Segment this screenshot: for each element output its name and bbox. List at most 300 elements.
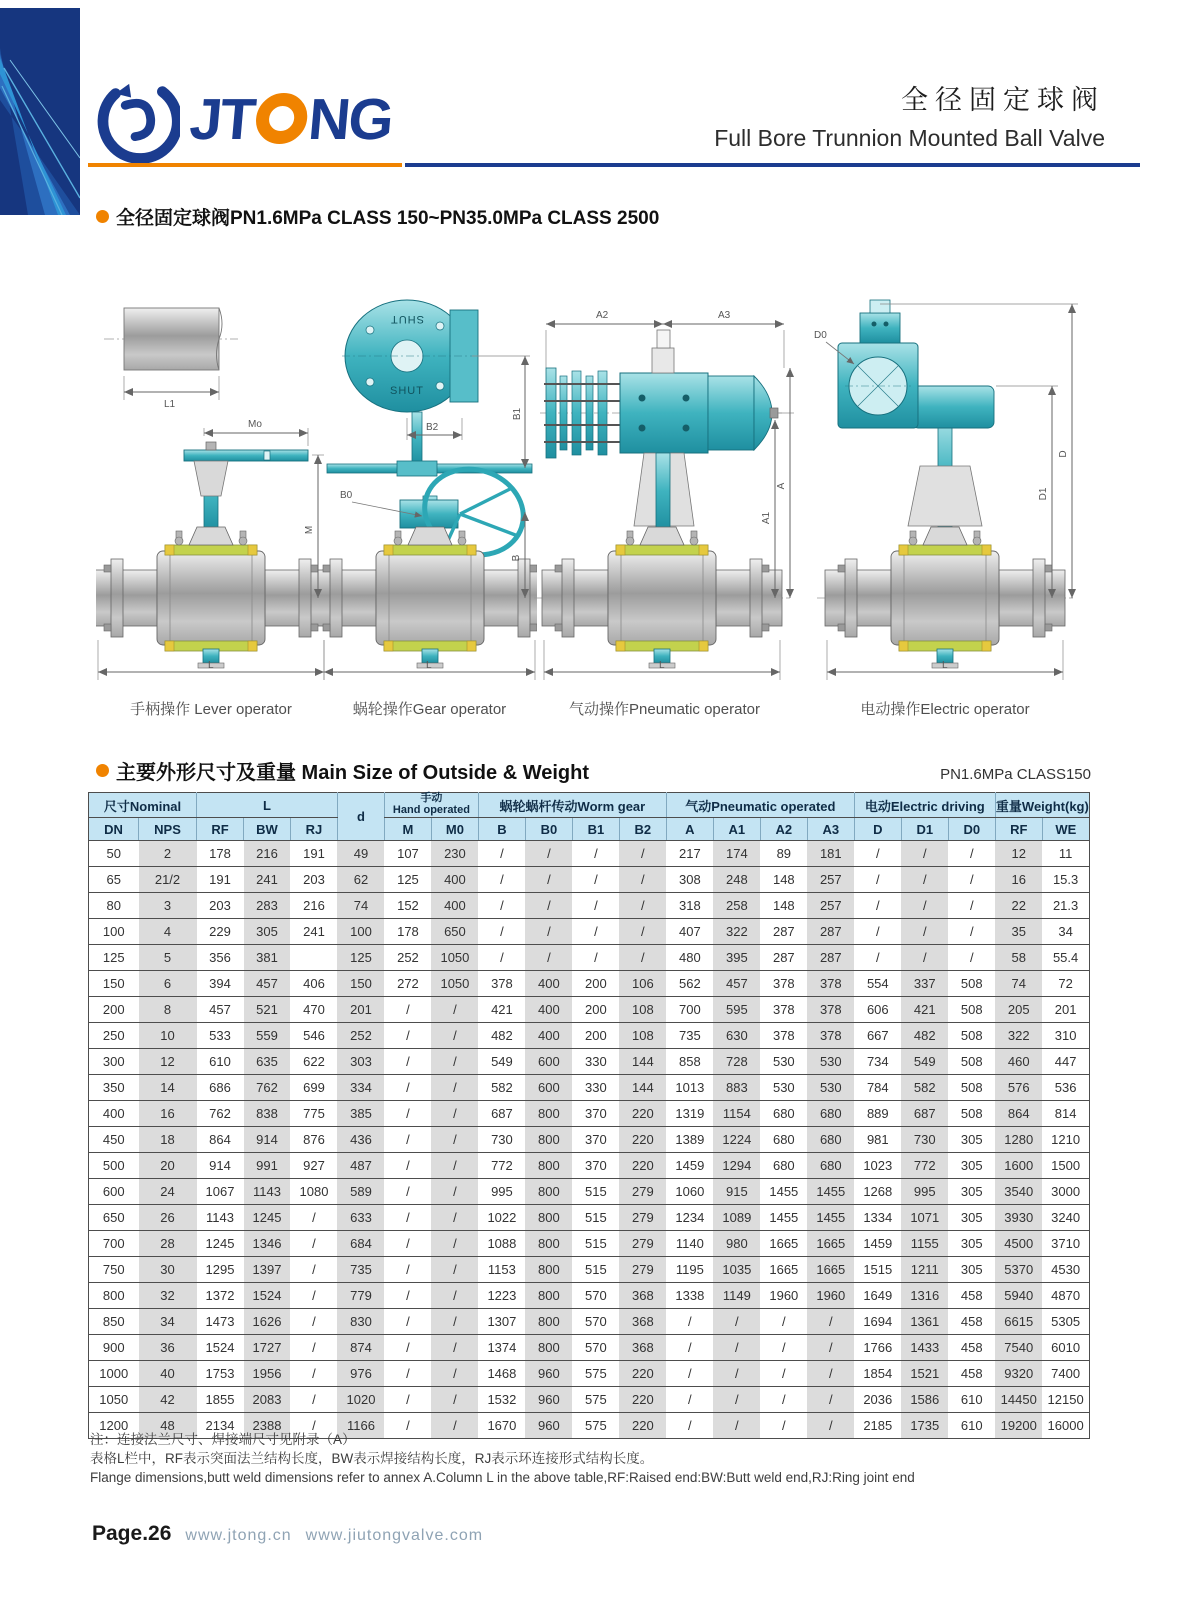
table-cell: 1280 — [995, 1127, 1042, 1153]
table-cell: 106 — [619, 971, 666, 997]
table-cell: 686 — [197, 1075, 244, 1101]
table-cell: 814 — [1042, 1101, 1089, 1127]
table-cell: 421 — [478, 997, 525, 1023]
table-cell: 34 — [139, 1309, 197, 1335]
table-cell: 368 — [619, 1283, 666, 1309]
footnote-line: 表格L栏中，RF表示突面法兰结构长度，BW表示焊接结构长度，RJ表示环连接形式结构长度。 — [90, 1451, 654, 1466]
table-cell: 667 — [854, 1023, 901, 1049]
table-cell: 800 — [525, 1153, 572, 1179]
table-cell: 400 — [431, 867, 478, 893]
table-cell: 830 — [337, 1309, 384, 1335]
table-cell: 14450 — [995, 1387, 1042, 1413]
table-cell: / — [760, 1335, 807, 1361]
table-cell: 322 — [995, 1023, 1042, 1049]
table-cell: 12 — [139, 1049, 197, 1075]
table-cell: 1372 — [197, 1283, 244, 1309]
table-cell: 108 — [619, 997, 666, 1023]
table-cell: 308 — [666, 867, 713, 893]
table-cell: 1245 — [197, 1231, 244, 1257]
table-cell: / — [384, 997, 431, 1023]
table-cell: 687 — [901, 1101, 948, 1127]
table-cell: 883 — [713, 1075, 760, 1101]
table-cell: 546 — [290, 1023, 337, 1049]
table-cell: 1080 — [290, 1179, 337, 1205]
col-rf: RF — [197, 818, 244, 841]
table-cell: 19200 — [995, 1413, 1042, 1439]
table-cell: 622 — [290, 1049, 337, 1075]
table-cell: / — [431, 1075, 478, 1101]
table-cell: / — [807, 1361, 854, 1387]
table-cell: 600 — [525, 1075, 572, 1101]
table-cell: 864 — [197, 1127, 244, 1153]
table-cell: / — [431, 1231, 478, 1257]
table-cell: 5 — [139, 945, 197, 971]
col-b0: B0 — [525, 818, 572, 841]
table-cell: 3930 — [995, 1205, 1042, 1231]
page-footer — [92, 1522, 497, 1546]
table-cell: 385 — [337, 1101, 384, 1127]
table-cell: 125 — [337, 945, 384, 971]
table-cell: 976 — [337, 1361, 384, 1387]
table-cell: / — [525, 841, 572, 867]
table-cell: 1468 — [478, 1361, 525, 1387]
table-cell: 2036 — [854, 1387, 901, 1413]
table-cell: 279 — [619, 1257, 666, 1283]
table-cell: 1455 — [760, 1179, 807, 1205]
table-cell: 1067 — [197, 1179, 244, 1205]
col-a2: A2 — [760, 818, 807, 841]
table-cell: / — [807, 1387, 854, 1413]
table-cell: 1960 — [760, 1283, 807, 1309]
table-cell: 1149 — [713, 1283, 760, 1309]
table-cell: / — [431, 1179, 478, 1205]
table-cell: 1766 — [854, 1335, 901, 1361]
dim-label-l: L — [208, 660, 214, 671]
table-cell: 633 — [337, 1205, 384, 1231]
table-cell: 378 — [807, 971, 854, 997]
table-cell: 838 — [244, 1101, 291, 1127]
table-cell: 508 — [948, 1049, 995, 1075]
table-cell: 1459 — [666, 1153, 713, 1179]
table-cell: / — [478, 919, 525, 945]
table-cell: 3240 — [1042, 1205, 1089, 1231]
table-cell: 6 — [139, 971, 197, 997]
lever-operator-drawing — [96, 268, 326, 696]
table-cell: 458 — [948, 1361, 995, 1387]
table-cell: 1268 — [854, 1179, 901, 1205]
table-cell: 1670 — [478, 1413, 525, 1439]
table-cell: 350 — [89, 1075, 139, 1101]
logo-o-ring-icon — [254, 92, 309, 143]
table-cell: 1071 — [901, 1205, 948, 1231]
table-cell: 700 — [89, 1231, 139, 1257]
table-cell: / — [807, 1335, 854, 1361]
table-cell: 200 — [572, 971, 619, 997]
table-cell: / — [619, 919, 666, 945]
table-cell: / — [572, 867, 619, 893]
table-cell: / — [854, 945, 901, 971]
table-heading-text: 主要外形尺寸及重量 Main Size of Outside & Weight — [116, 762, 589, 784]
table-cell: / — [478, 867, 525, 893]
table-header — [89, 793, 1090, 841]
table-cell: 914 — [244, 1127, 291, 1153]
col-b2: B2 — [619, 818, 666, 841]
table-cell: 900 — [89, 1335, 139, 1361]
table-cell: 1143 — [244, 1179, 291, 1205]
table-cell: 337 — [901, 971, 948, 997]
col-nps: NPS — [139, 818, 197, 841]
table-row — [89, 1361, 1090, 1387]
table-cell: 2185 — [854, 1413, 901, 1439]
table-row — [89, 1231, 1090, 1257]
table-cell: 1154 — [713, 1101, 760, 1127]
table-cell: 7540 — [995, 1335, 1042, 1361]
table-cell: / — [478, 945, 525, 971]
table-cell: 680 — [760, 1127, 807, 1153]
table-cell: 252 — [384, 945, 431, 971]
table-cell: 9320 — [995, 1361, 1042, 1387]
table-cell: / — [384, 1205, 431, 1231]
table-cell: 1089 — [713, 1205, 760, 1231]
table-cell: / — [807, 1309, 854, 1335]
table-cell: 400 — [525, 1023, 572, 1049]
table-row — [89, 1127, 1090, 1153]
table-cell: / — [713, 1361, 760, 1387]
table-cell: / — [290, 1205, 337, 1231]
table-cell: 330 — [572, 1075, 619, 1101]
table-cell: 4530 — [1042, 1257, 1089, 1283]
table-cell: 1855 — [197, 1387, 244, 1413]
table-cell: 521 — [244, 997, 291, 1023]
table-cell: 458 — [948, 1309, 995, 1335]
table-cell: 3710 — [1042, 1231, 1089, 1257]
col-rj: RJ — [290, 818, 337, 841]
table-cell: 334 — [337, 1075, 384, 1101]
table-cell: 2083 — [244, 1387, 291, 1413]
table-cell: 1665 — [807, 1231, 854, 1257]
table-cell: 21/2 — [139, 867, 197, 893]
table-cell: 287 — [807, 945, 854, 971]
table-cell: 200 — [572, 1023, 619, 1049]
dim-label-m: M — [304, 525, 315, 535]
table-cell: 680 — [760, 1153, 807, 1179]
dim-label-l1: L1 — [164, 399, 176, 410]
table-cell: 1153 — [478, 1257, 525, 1283]
table-cell: 1694 — [854, 1309, 901, 1335]
col-we: WE — [1042, 818, 1089, 841]
table-cell: 800 — [525, 1231, 572, 1257]
table-cell: 229 — [197, 919, 244, 945]
table-cell: / — [290, 1335, 337, 1361]
table-cell: 680 — [760, 1101, 807, 1127]
table-cell: / — [290, 1387, 337, 1413]
table-cell: 305 — [244, 919, 291, 945]
table-cell: 144 — [619, 1075, 666, 1101]
table-cell: 927 — [290, 1153, 337, 1179]
table-cell: 205 — [995, 997, 1042, 1023]
table-cell: 981 — [854, 1127, 901, 1153]
table-cell: / — [290, 1231, 337, 1257]
table-cell: 1649 — [854, 1283, 901, 1309]
table-cell: / — [572, 893, 619, 919]
website-link-jtong[interactable]: www.jtong.cn — [185, 1527, 292, 1544]
table-cell: 216 — [244, 841, 291, 867]
table-row — [89, 1257, 1090, 1283]
table-cell: 508 — [948, 1101, 995, 1127]
table-row — [89, 1283, 1090, 1309]
table-cell: 1727 — [244, 1335, 291, 1361]
table-cell: 589 — [337, 1179, 384, 1205]
table-cell: 10 — [139, 1023, 197, 1049]
table-cell: 220 — [619, 1127, 666, 1153]
table-cell: / — [760, 1387, 807, 1413]
table-cell: 241 — [290, 919, 337, 945]
table-cell: 508 — [948, 1075, 995, 1101]
table-cell: 220 — [619, 1413, 666, 1439]
table-cell: 4 — [139, 919, 197, 945]
table-cell: 203 — [197, 893, 244, 919]
table-cell: 368 — [619, 1335, 666, 1361]
table-cell: 772 — [901, 1153, 948, 1179]
table-cell: 762 — [197, 1101, 244, 1127]
table-cell: / — [431, 1205, 478, 1231]
col-m0: M0 — [431, 818, 478, 841]
table-cell: 536 — [1042, 1075, 1089, 1101]
table-row — [89, 997, 1090, 1023]
table-cell: 191 — [290, 841, 337, 867]
table-cell: 1140 — [666, 1231, 713, 1257]
table-cell: 2134 — [197, 1413, 244, 1439]
table-cell: 201 — [337, 997, 384, 1023]
table-cell: 606 — [854, 997, 901, 1023]
table-cell: / — [431, 1335, 478, 1361]
table-cell: 1586 — [901, 1387, 948, 1413]
table-cell: 728 — [713, 1049, 760, 1075]
table-cell: 784 — [854, 1075, 901, 1101]
table-cell: 533 — [197, 1023, 244, 1049]
table-cell: 6010 — [1042, 1335, 1089, 1361]
footnote-line: 注：连接法兰尺寸、焊接端尺寸见附录（A） — [90, 1432, 356, 1447]
table-cell: 50 — [89, 841, 139, 867]
table-cell: 370 — [572, 1101, 619, 1127]
col-d1: D1 — [901, 818, 948, 841]
table-cell: 257 — [807, 893, 854, 919]
table-row — [89, 1153, 1090, 1179]
table-row — [89, 1179, 1090, 1205]
table-cell: 600 — [89, 1179, 139, 1205]
table-cell: 1334 — [854, 1205, 901, 1231]
table-cell: 305 — [948, 1127, 995, 1153]
table-cell: 65 — [89, 867, 139, 893]
website-link-jiutongvalve[interactable]: www.jiutongvalve.com — [305, 1527, 484, 1544]
table-cell: 1735 — [901, 1413, 948, 1439]
table-cell: 30 — [139, 1257, 197, 1283]
table-cell: 144 — [619, 1049, 666, 1075]
divider-orange — [88, 163, 402, 167]
table-row — [89, 1049, 1090, 1075]
table-cell: / — [525, 893, 572, 919]
electric-operator-drawing — [800, 268, 1090, 696]
table-cell: 287 — [760, 919, 807, 945]
table-cell: 378 — [478, 971, 525, 997]
col-group-nominal: 尺寸Nominal — [89, 793, 197, 818]
table-cell: 1665 — [760, 1231, 807, 1257]
table-cell: 800 — [525, 1335, 572, 1361]
drawing-gear-operator — [322, 268, 537, 723]
table-cell: / — [807, 1413, 854, 1439]
table-cell: / — [431, 1127, 478, 1153]
table-cell: 600 — [525, 1049, 572, 1075]
dim-label-b2: B2 — [426, 422, 439, 433]
table-cell: 458 — [948, 1283, 995, 1309]
table-cell: 1245 — [244, 1205, 291, 1231]
table-cell: / — [431, 1309, 478, 1335]
table-cell: 378 — [807, 1023, 854, 1049]
table-row — [89, 919, 1090, 945]
table-row — [89, 1023, 1090, 1049]
dim-label-a3: A3 — [718, 310, 731, 321]
table-cell: 200 — [89, 997, 139, 1023]
table-cell: 570 — [572, 1335, 619, 1361]
table-cell: 1295 — [197, 1257, 244, 1283]
table-cell: 1455 — [807, 1205, 854, 1231]
table-cell: / — [384, 1413, 431, 1439]
table-cell: / — [666, 1387, 713, 1413]
col-b: B — [478, 818, 525, 841]
table-cell: 508 — [948, 1023, 995, 1049]
table-cell: 610 — [197, 1049, 244, 1075]
table-cell: 1050 — [431, 945, 478, 971]
logo-ng: NG — [305, 86, 395, 152]
table-cell: 914 — [197, 1153, 244, 1179]
table-cell: 279 — [619, 1205, 666, 1231]
page-title-en: Full Bore Trunnion Mounted Ball Valve — [714, 125, 1105, 151]
col-d: D — [854, 818, 901, 841]
table-cell: 735 — [666, 1023, 713, 1049]
table-cell: 559 — [244, 1023, 291, 1049]
table-cell: / — [760, 1361, 807, 1387]
table-cell: 1600 — [995, 1153, 1042, 1179]
table-cell: 378 — [760, 971, 807, 997]
table-cell: 318 — [666, 893, 713, 919]
table-cell: 515 — [572, 1205, 619, 1231]
table-cell: 250 — [89, 1023, 139, 1049]
table-cell: / — [290, 1257, 337, 1283]
table-cell: / — [384, 1127, 431, 1153]
table-row — [89, 893, 1090, 919]
table-cell: / — [525, 919, 572, 945]
dim-label-l: L — [942, 660, 948, 671]
col-a3: A3 — [807, 818, 854, 841]
table-cell: 1956 — [244, 1361, 291, 1387]
table-cell: 530 — [807, 1075, 854, 1101]
table-cell: 800 — [525, 1257, 572, 1283]
table-cell: 3540 — [995, 1179, 1042, 1205]
table-cell: / — [431, 1413, 478, 1439]
table-cell: 1854 — [854, 1361, 901, 1387]
table-row — [89, 1309, 1090, 1335]
table-cell: 1022 — [478, 1205, 525, 1231]
table-cell: 200 — [572, 997, 619, 1023]
table-cell: / — [901, 867, 948, 893]
table-cell: 287 — [807, 919, 854, 945]
table-cell: 257 — [807, 867, 854, 893]
table-cell: 248 — [713, 867, 760, 893]
table-cell: 407 — [666, 919, 713, 945]
table-cell: 575 — [572, 1413, 619, 1439]
table-cell: / — [290, 1309, 337, 1335]
table-cell: / — [384, 1101, 431, 1127]
table-cell: 55.4 — [1042, 945, 1089, 971]
table-cell: 980 — [713, 1231, 760, 1257]
col-group-d: d — [337, 793, 384, 841]
table-cell: 500 — [89, 1153, 139, 1179]
table-cell: 515 — [572, 1231, 619, 1257]
table-cell: 368 — [619, 1309, 666, 1335]
table-cell: 49 — [337, 841, 384, 867]
table-cell: 508 — [948, 971, 995, 997]
table-cell: / — [525, 867, 572, 893]
table-cell: / — [431, 1049, 478, 1075]
table-cell: 1397 — [244, 1257, 291, 1283]
table-cell: / — [431, 1387, 478, 1413]
table-row — [89, 1335, 1090, 1361]
table-cell: 575 — [572, 1387, 619, 1413]
table-cell: 394 — [197, 971, 244, 997]
table-cell: 406 — [290, 971, 337, 997]
table-cell: / — [431, 1283, 478, 1309]
table-cell: 1000 — [89, 1361, 139, 1387]
table-cell: 530 — [760, 1049, 807, 1075]
table-cell: 22 — [995, 893, 1042, 919]
table-cell: 610 — [948, 1387, 995, 1413]
drawing-caption: 气动操作Pneumatic operator — [569, 701, 760, 718]
table-cell: 305 — [948, 1153, 995, 1179]
table-cell: 300 — [89, 1049, 139, 1075]
table-cell: / — [290, 1283, 337, 1309]
page-number: Page.26 — [92, 1522, 172, 1545]
table-cell: 1665 — [760, 1257, 807, 1283]
table-cell: 1294 — [713, 1153, 760, 1179]
col-a: A — [666, 818, 713, 841]
table-cell: 3 — [139, 893, 197, 919]
dim-label-mo: Mo — [248, 419, 262, 430]
table-cell: / — [290, 1413, 337, 1439]
table-cell: 32 — [139, 1283, 197, 1309]
table-cell: 995 — [901, 1179, 948, 1205]
table-cell: 482 — [901, 1023, 948, 1049]
table-cell: 1473 — [197, 1309, 244, 1335]
table-cell: 680 — [807, 1127, 854, 1153]
table-cell: 72 — [1042, 971, 1089, 997]
table-cell: 395 — [713, 945, 760, 971]
table-cell: 74 — [337, 893, 384, 919]
dim-label-b0: B0 — [340, 490, 353, 501]
table-row — [89, 945, 1090, 971]
table-cell: / — [948, 945, 995, 971]
table-cell: 4500 — [995, 1231, 1042, 1257]
table-cell: 1013 — [666, 1075, 713, 1101]
table-cell: / — [901, 893, 948, 919]
table-cell: 100 — [89, 919, 139, 945]
drawing-caption: 电动操作Electric operator — [860, 701, 1030, 718]
table-cell: 2 — [139, 841, 197, 867]
table-cell: 40 — [139, 1361, 197, 1387]
table-cell: 1433 — [901, 1335, 948, 1361]
table-cell: 28 — [139, 1231, 197, 1257]
shut-label-bottom: SHUT — [390, 385, 424, 397]
table-cell: 34 — [1042, 919, 1089, 945]
